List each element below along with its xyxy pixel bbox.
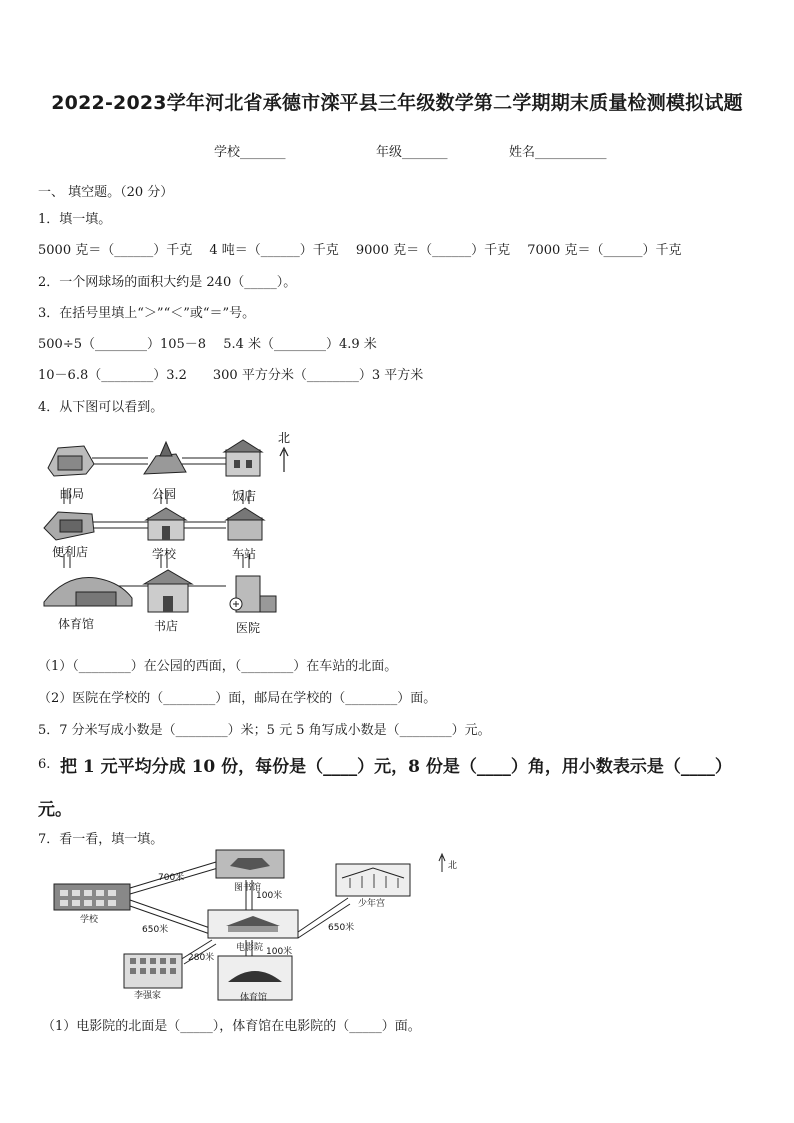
question-7-stem: 7．看一看，填一填。 xyxy=(38,832,164,847)
section-heading: 一、 填空题。（20 分） xyxy=(38,185,174,200)
cinema-icon xyxy=(208,910,298,938)
label-convenience-store: 便利店 xyxy=(52,545,89,559)
label-school: 学校 xyxy=(152,547,177,561)
name-field: 姓名___________ xyxy=(509,145,607,160)
question-5: 5．7 分米写成小数是（________）米；5 元 5 角写成小数是（________）元。 xyxy=(38,723,491,738)
home-building-icon xyxy=(124,954,182,988)
grade-field: 年级_______ xyxy=(376,145,448,160)
label-cinema: 电影院 xyxy=(236,943,264,953)
question-2: 2．一个网球场的面积大约是 240（_____）。 xyxy=(38,275,297,290)
gym-icon xyxy=(44,578,132,607)
question-4-stem: 4．从下图可以看到。 xyxy=(38,400,164,415)
label-map2-school: 学校 xyxy=(80,915,99,925)
label-home: 李强家 xyxy=(134,991,162,1001)
distance-library-cinema: 100米 xyxy=(256,891,283,901)
school-icon xyxy=(146,508,186,540)
label-map2-gym: 体育馆 xyxy=(240,993,268,1003)
question-4-sub1: （1）（________）在公园的西面，（________）在车站的北面。 xyxy=(38,659,398,674)
question-1-stem: 1．填一填。 xyxy=(38,212,112,227)
post-office-icon xyxy=(48,446,94,476)
label-youth-palace: 少年宫 xyxy=(358,899,386,909)
distance-school-library: 700米 xyxy=(158,873,185,883)
distance-cinema-home: 280米 xyxy=(188,953,215,963)
distance-school-cinema: 650米 xyxy=(142,925,169,935)
map2-north-label: 北 xyxy=(448,861,458,871)
label-station: 车站 xyxy=(232,547,257,561)
station-icon xyxy=(226,508,264,540)
question-4-sub2: （2）医院在学校的（________）面，邮局在学校的（________）面。 xyxy=(38,691,437,706)
distance-cinema-youth: 650米 xyxy=(328,923,355,933)
question-6-number: 6. xyxy=(38,757,51,772)
question-3-line1: 500÷5（________）105－8 5.4 米（________）4.9 米 xyxy=(38,337,377,352)
question-6-continuation: 元。 xyxy=(38,800,72,820)
question-7-sub1: （1）电影院的北面是（_____），体育馆在电影院的（_____）面。 xyxy=(42,1019,421,1034)
label-post-office: 邮局 xyxy=(60,487,85,501)
page-title: 2022-2023学年河北省承德市滦平县三年级数学第二学期期末质量检测模拟试题 xyxy=(51,92,743,114)
hospital-icon xyxy=(230,576,276,612)
question-3-stem: 3．在括号里填上“＞”“＜”或“＝”号。 xyxy=(38,306,256,321)
map1-north-label: 北 xyxy=(278,431,291,445)
label-park: 公园 xyxy=(152,487,177,501)
question-3-line2: 10－6.8（________）3.2 300 平方分米（________）3 平方米 xyxy=(38,368,424,383)
label-restaurant: 饭店 xyxy=(232,489,257,503)
restaurant-icon xyxy=(224,440,262,476)
convenience-store-icon xyxy=(44,512,94,540)
youth-palace-icon xyxy=(336,864,410,896)
question-1-line: 5000 克＝（______）千克 4 吨＝（______）千克 9000 克＝（______）千克 7000 克＝（______）千克 xyxy=(38,243,682,258)
park-icon xyxy=(144,442,186,474)
label-hospital: 医院 xyxy=(236,621,261,635)
neighborhood-map-figure xyxy=(50,848,470,1006)
question-6-text: 把 1 元平均分成 10 份，每份是（____）元，8 份是（____）角，用小数表示是（____） xyxy=(60,757,732,777)
library-icon xyxy=(216,850,284,878)
label-library: 图书馆 xyxy=(234,883,262,893)
town-map-figure xyxy=(36,428,306,640)
distance-cinema-gym: 100米 xyxy=(266,947,293,957)
label-bookstore: 书店 xyxy=(154,619,179,633)
label-gym: 体育馆 xyxy=(58,617,95,631)
school-building-icon xyxy=(54,884,130,910)
school-field: 学校_______ xyxy=(214,145,286,160)
bookstore-icon xyxy=(144,570,192,612)
